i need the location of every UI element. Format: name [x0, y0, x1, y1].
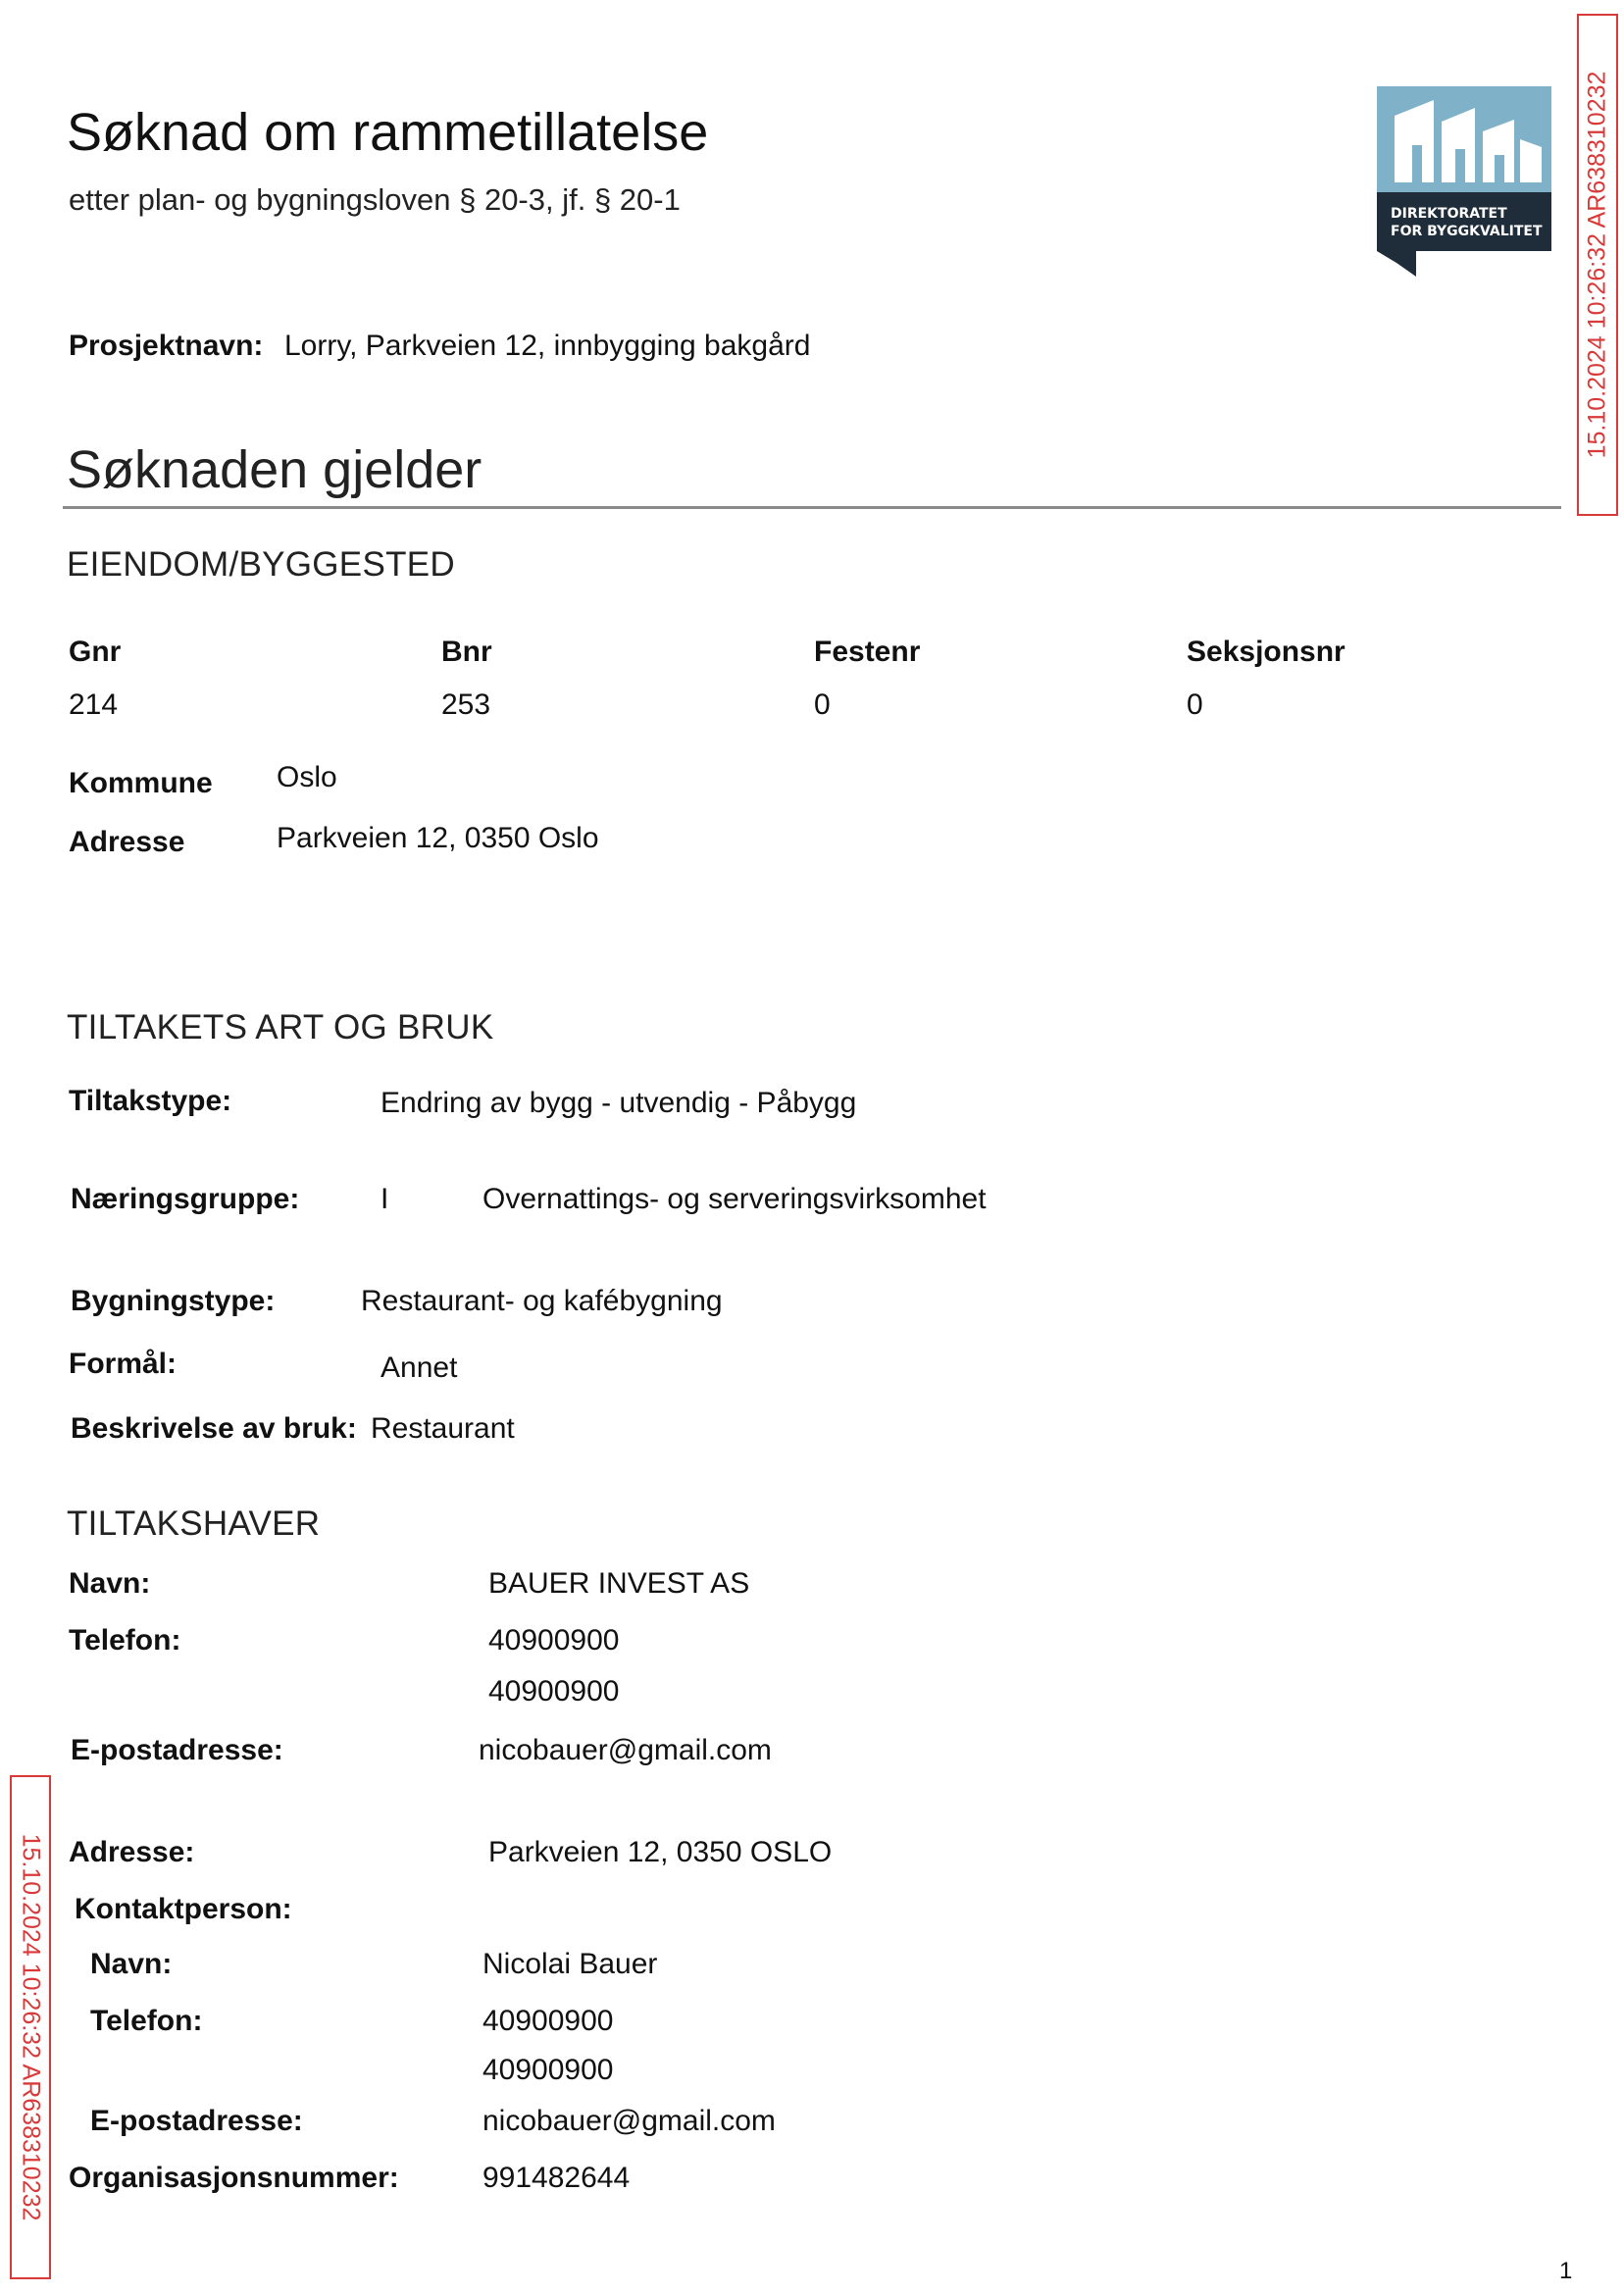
naeringsgruppe-value: Overnattings- og serveringsvirksomhet — [482, 1183, 987, 1215]
owner-adresse-value: Parkveien 12, 0350 OSLO — [488, 1836, 833, 1868]
kontakt-telefon-value-2: 40900900 — [482, 2054, 614, 2086]
festenr-label: Festenr — [814, 636, 921, 668]
gnr-value: 214 — [69, 688, 119, 721]
stamp-text: 15.10.2024 10:26:32 AR638310232 — [1583, 71, 1611, 459]
tiltakstype-value: Endring av bygg - utvendig - Påbygg — [381, 1087, 857, 1119]
project-label: Prosjektnavn: — [69, 330, 264, 362]
archive-stamp-bottom — [10, 1775, 51, 2279]
section-divider — [63, 506, 1561, 509]
bnr-label: Bnr — [441, 636, 492, 668]
beskrivelse-value: Restaurant — [371, 1412, 515, 1445]
logo-line-2: FOR BYGGKVALITET — [1391, 224, 1543, 239]
gnr-label: Gnr — [69, 636, 122, 668]
measure-heading: TILTAKETS ART OG BRUK — [67, 1008, 494, 1046]
owner-telefon-label: Telefon: — [69, 1624, 181, 1657]
kontakt-navn-label: Navn: — [90, 1948, 173, 1980]
bygningstype-value: Restaurant- og kafébygning — [361, 1285, 723, 1317]
orgnr-value: 991482644 — [482, 2162, 631, 2194]
archive-stamp-top — [1577, 14, 1618, 516]
project-value: Lorry, Parkveien 12, innbygging bakgård — [284, 330, 811, 362]
property-heading: EIENDOM/BYGGESTED — [67, 545, 455, 584]
logo-line-1: DIREKTORATET — [1391, 206, 1507, 222]
owner-epost-value: nicobauer@gmail.com — [479, 1734, 772, 1766]
document-title: Søknad om rammetillatelse — [67, 103, 709, 162]
kommune-value: Oslo — [277, 761, 337, 793]
festenr-value: 0 — [814, 688, 831, 721]
section-heading: Søknaden gjelder — [67, 440, 482, 499]
owner-navn-label: Navn: — [69, 1567, 151, 1600]
owner-telefon-value-2: 40900900 — [488, 1675, 620, 1708]
logo-icon — [1377, 86, 1551, 277]
formal-label: Formål: — [69, 1348, 178, 1380]
formal-value: Annet — [381, 1351, 458, 1384]
seksjonsnr-label: Seksjonsnr — [1187, 636, 1345, 668]
kontakt-navn-value: Nicolai Bauer — [482, 1948, 658, 1980]
stamp-text: 15.10.2024 10:26:32 AR638310232 — [17, 1833, 45, 2221]
document-subtitle: etter plan- og bygningsloven § 20-3, jf. § 20-1 — [69, 182, 681, 217]
kommune-label: Kommune — [69, 767, 213, 799]
bygningstype-label: Bygningstype: — [71, 1285, 276, 1317]
orgnr-label: Organisasjonsnummer: — [69, 2162, 399, 2194]
beskrivelse-label: Beskrivelse av bruk: — [71, 1412, 357, 1445]
kontakt-telefon-label: Telefon: — [90, 2005, 203, 2037]
owner-epost-label: E-postadresse: — [71, 1734, 283, 1766]
seksjonsnr-value: 0 — [1187, 688, 1203, 721]
kontakt-epost-value: nicobauer@gmail.com — [482, 2105, 776, 2137]
owner-telefon-value-1: 40900900 — [488, 1624, 620, 1657]
adresse-label: Adresse — [69, 826, 185, 858]
tiltakstype-label: Tiltakstype: — [69, 1085, 232, 1117]
owner-navn-value: BAUER INVEST AS — [488, 1567, 750, 1600]
owner-adresse-label: Adresse: — [69, 1836, 195, 1868]
adresse-value: Parkveien 12, 0350 Oslo — [277, 822, 599, 854]
naeringsgruppe-code: I — [381, 1183, 389, 1215]
page-number: 1 — [1559, 2258, 1573, 2284]
direktoratet-logo — [1377, 86, 1551, 277]
owner-heading: TILTAKSHAVER — [67, 1504, 321, 1543]
kontakt-telefon-value-1: 40900900 — [482, 2005, 614, 2037]
kontakt-epost-label: E-postadresse: — [90, 2105, 303, 2137]
bnr-value: 253 — [441, 688, 491, 721]
naeringsgruppe-label: Næringsgruppe: — [71, 1183, 300, 1215]
kontaktperson-label: Kontaktperson: — [75, 1893, 292, 1925]
